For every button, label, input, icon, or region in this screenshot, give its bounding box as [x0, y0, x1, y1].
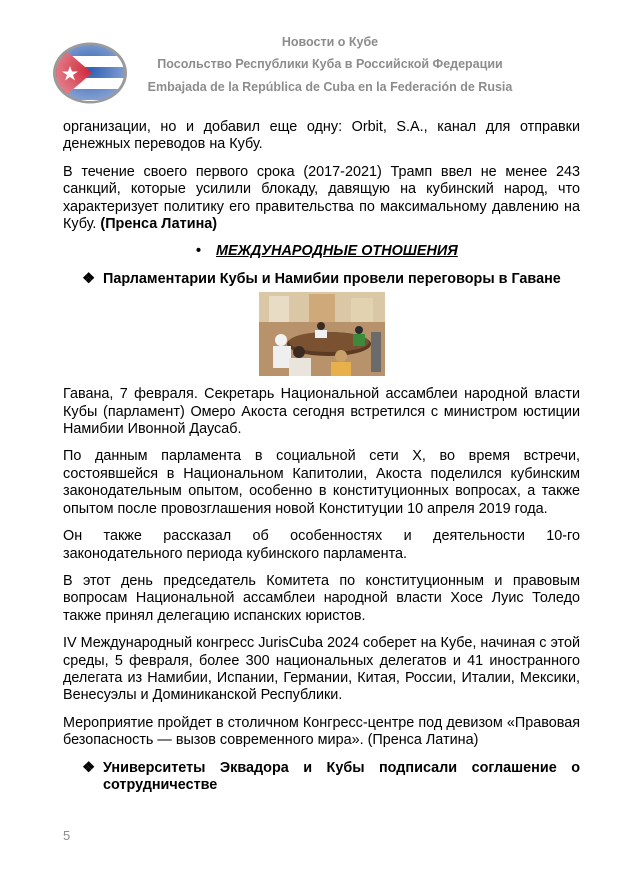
cuba-flag-logo [52, 42, 128, 104]
paragraph: IV Международный конгресс JurisCuba 2024 соберет на Кубе, начиная с этой среды, 5 февраля, более 300 национальных делегатов и 41 иностранного делегата из Намибии, Испании, Германии, Китая, России, Италии, Мексики, Венесуэлы и Доминиканской Республики. [63, 635, 580, 704]
paragraph: По данным парламента в социальной сети X, во время встречи, состоявшейся в Национальном Капитолии, Акоста поделился кубинским законодательным опытом, особенно в конституционных вопросах, а также опытом после провозглашения новой Конституции 10 апреля 2019 года. [63, 448, 580, 517]
paragraph: Гавана, 7 февраля. Секретарь Национальной ассамблеи народной власти Кубы (парламент) Омеро Акоста сегодня встретился с министром юстиции Намибии Ивонной Даусаб. [63, 386, 580, 438]
page-number: 5 [63, 828, 71, 843]
meeting-photo [259, 292, 385, 376]
section-heading: • МЕЖДУНАРОДНЫЕ ОТНОШЕНИЯ [196, 243, 458, 260]
header-embassy-es: Embajada de la República de Cuba en la Federación de Rusia [147, 80, 513, 94]
header-title: Новости о Кубе [281, 35, 379, 49]
paragraph: В этот день председатель Комитета по конституционным и правовым вопросам Национальной ассамблеи народной власти Хосе Луис Толедо также принял делегацию испанских юристов. [63, 572, 580, 624]
article-title: ❖ Университеты Эквадора и Кубы подписали соглашение о сотрудничестве [57, 760, 580, 795]
article-title: ❖ Парламентарии Кубы и Намибии провели переговоры в Гаване [57, 271, 580, 288]
page-content [63, 119, 580, 798]
paragraph: организации, но и добавил еще одну: Orbit, S.A., канал для отправки денежных переводов на Кубу. [63, 119, 580, 153]
diamond-bullet-icon: ❖ [82, 270, 95, 287]
paragraph: В течение своего первого срока (2017-2021) Трамп ввел не менее 243 санкций, которые усилили блокаду, давящую на кубинский народ, что характеризует политику его правительства по максимальному давлению на Кубу. (Пренса Латина) [63, 163, 580, 233]
paragraph: Мероприятие пройдет в столичном Конгресс-центре под девизом «Правовая безопасность — вызов современного мира». (Пренса Латина) [63, 714, 580, 749]
paragraph: Он также рассказал об особенностях и деятельности 10-го законодательного периода кубинского парламента. [63, 528, 580, 562]
source-label: (Пренса Латина) [100, 216, 218, 233]
header-embassy-ru: Посольство Республики Куба в Российской Федерации [157, 57, 503, 71]
bullet-icon: • [196, 243, 202, 260]
diamond-bullet-icon: ❖ [82, 759, 95, 776]
